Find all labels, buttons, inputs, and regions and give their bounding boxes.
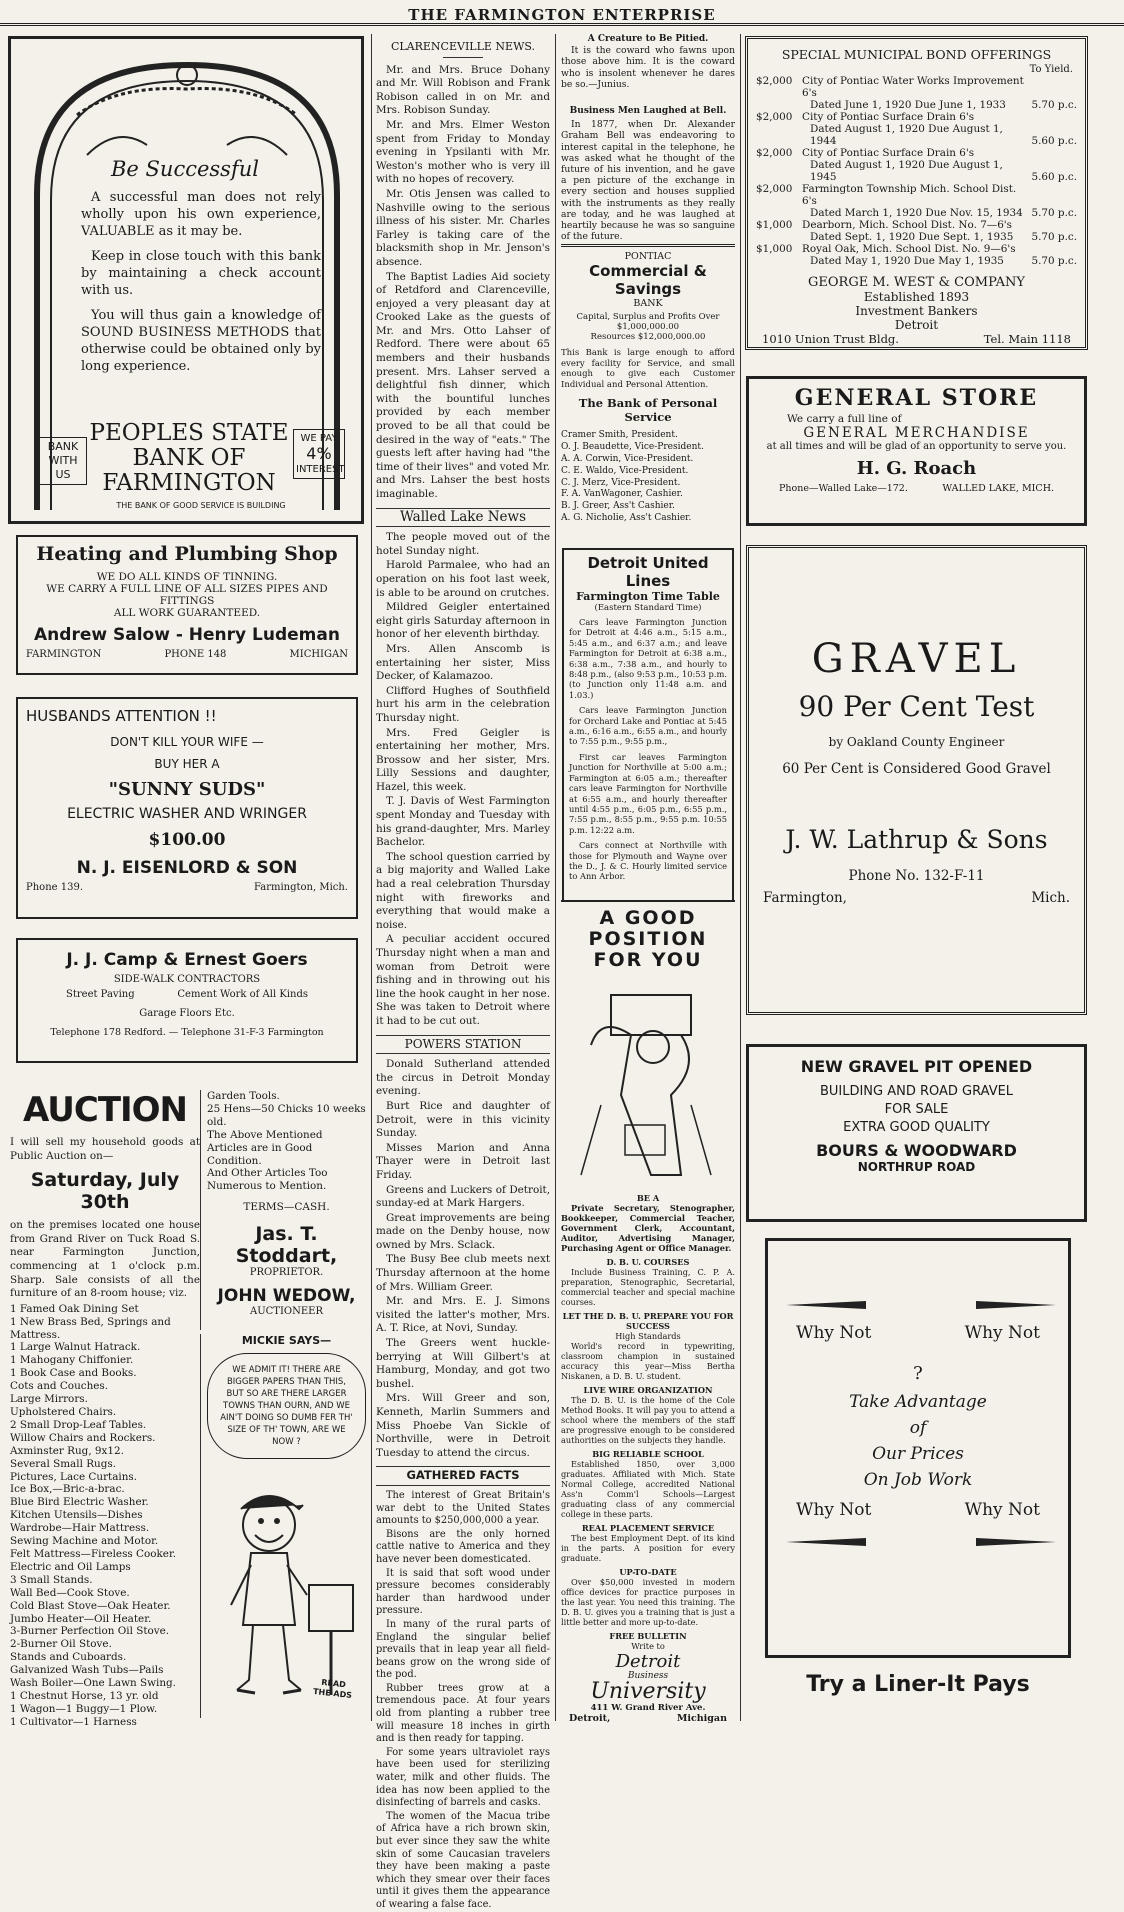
pontiac-title: Commercial & Savings <box>589 262 707 298</box>
roach-name: H. G. Roach <box>856 458 977 479</box>
bonds-investment: Investment Bankers <box>855 304 978 318</box>
bonds-firm: GEORGE M. WEST & COMPANY <box>808 275 1025 290</box>
camp-line: SIDE-WALK CONTRACTORS <box>113 974 261 985</box>
dbu-city: Detroit, <box>569 1713 611 1724</box>
camp-line: Telephone 178 Redford. — Telephone 31-F-3 Farmington <box>50 1027 324 1038</box>
mickie-cartoon <box>200 1334 366 1718</box>
bond-name: City of Pontiac Water Works Improvement 6's <box>802 75 1024 99</box>
auction-item: Ice Box,—Bric-a-brac. <box>10 1483 125 1496</box>
dbu-subhead: FREE BULLETIN <box>609 1631 687 1641</box>
dbu-para: Over $50,000 invested in modern office devices for practice purposes in the last year. You need this training. The D. B. U. gives you a training that is just a little better and more up-to-date. <box>561 1577 735 1627</box>
bank-para: You will thus gain a knowledge of SOUND BUSINESS METHODS that otherwise could be obtained only by long experience. <box>81 308 321 374</box>
why-not-text: Why Not <box>796 1323 872 1343</box>
pit-road: NORTHRUP ROAD <box>857 1160 976 1174</box>
bond-row <box>754 75 1079 111</box>
auction-item: Jumbo Heater—Oil Heater. <box>10 1612 152 1625</box>
auction-item: Electric and Oil Lamps <box>10 1560 131 1573</box>
bank-name-line3: FARMINGTON <box>102 470 276 496</box>
auction-item-list <box>207 1090 366 1193</box>
camp-ad <box>16 938 358 1063</box>
bell-head: Business Men Laughed at Bell. <box>569 106 727 116</box>
husbands-line: BUY HER A <box>154 757 220 771</box>
dbu-subhead: Write to <box>631 1641 665 1651</box>
dbu-subhead: LIVE WIRE ORGANIZATION <box>583 1385 713 1395</box>
bond-yield: 5.60 p.c. <box>1031 135 1077 147</box>
dul-timetable <box>562 548 734 902</box>
general-store-title: GENERAL STORE <box>794 385 1039 411</box>
we-pay-interest-badge: WE PAY 4% INTEREST <box>293 429 345 479</box>
auction-desc: on the premises located one house from Grand River on Tuck Road S. near Farmington Junction, commencing at 1 o'clock p.m. Sharp. Sale consists of all the furniture of an 8-room house; viz. <box>10 1219 200 1300</box>
auction-item: 2 Small Drop-Leaf Tables. <box>10 1418 147 1431</box>
bond-name: Royal Oak, Mich. School Dist. No. 9—6's <box>802 243 1016 255</box>
auction-item: 1 Cultivator—1 Harness <box>10 1715 137 1728</box>
general-phone: Phone—Walled Lake—172. <box>779 483 908 494</box>
fact-paragraph: For some years ultraviolet rays have been used for sterilizing water, milk and other fluids. The idea has now been applied to the disinfecting of barrels and casks. <box>376 1746 550 1809</box>
bond-yield: 5.70 p.c. <box>1031 255 1077 267</box>
gravel-good: 60 Per Cent is Considered Good Gravel <box>782 761 1051 777</box>
bank-officer: Cramer Smith, President. <box>561 430 678 441</box>
bond-row <box>754 147 1079 183</box>
gravel-state: Mich. <box>1031 890 1070 906</box>
cartoon-boy-icon <box>207 1465 365 1715</box>
auction-item: 1 Large Walnut Hatrack. <box>10 1341 141 1354</box>
why-not-text: Why Not <box>796 1500 872 1520</box>
dbu-title-line: POSITION <box>588 928 708 950</box>
bond-dates: Dated Sept. 1, 1920 Due Sept. 1, 1935 <box>810 231 1014 243</box>
news-paragraph: Mr. and Mrs. Bruce Dohany and Mr. Will Robison and Frank Robison called in on Mr. and Mrs. Robison Sunday. <box>376 63 550 117</box>
bank-officer: C. E. Waldo, Vice-President. <box>561 465 689 476</box>
fact-paragraph: In many of the rural parts of England the singular belief prevails that in leap year all field-beans grow on the wrong side of the pod. <box>376 1618 550 1681</box>
husbands-ad <box>16 697 358 919</box>
bank-with-us-badge: BANK WITH US <box>39 437 87 485</box>
auction-item: 1 Wagon—1 Buggy—1 Plow. <box>10 1702 158 1715</box>
pit-line: BUILDING AND ROAD GRAVEL <box>819 1084 1014 1099</box>
husbands-line: DON'T KILL YOUR WIFE — <box>110 735 264 749</box>
plumbing-ad <box>16 535 358 675</box>
gravel-phone: Phone No. 132-F-11 <box>848 868 985 884</box>
bond-yield: 5.70 p.c. <box>1031 207 1077 219</box>
auction-title: AUCTION <box>22 1090 188 1130</box>
auction-item: 1 New Brass Bed, Springs and Mattress. <box>10 1315 171 1341</box>
creature-item <box>561 34 735 90</box>
why-not-text: Why Not <box>964 1500 1040 1520</box>
bonds-established: Established 1893 <box>863 290 970 304</box>
mickie-title: MICKIE SAYS— <box>241 1334 332 1347</box>
pit-firm: BOURS & WOODWARD <box>816 1141 1017 1160</box>
clarenceville-head: CLARENCEVILLE NEWS. <box>390 40 536 53</box>
auction-terms: TERMS—CASH. <box>243 1201 330 1214</box>
dbu-subhead: LET THE D. B. U. PREPARE YOU FOR SUCCESS <box>562 1311 734 1331</box>
gravel-engineer: by Oakland County Engineer <box>828 735 1005 749</box>
dbu-signature: University <box>590 1679 706 1704</box>
auction-item: And Other Articles Too Numerous to Mention. <box>207 1167 328 1193</box>
bond-desc <box>800 111 1029 147</box>
powers-station-head: POWERS STATION <box>376 1035 550 1055</box>
bank-footer-slogan: THE BANK OF GOOD SERVICE IS BUILDING <box>116 501 286 510</box>
bank-officer: O. J. Beaudette, Vice-President. <box>561 442 704 453</box>
news-paragraph: The Baptist Ladies Aid society of Retdford and Clarenceville, enjoyed a very pleasant day at Crooked Lake as the guests of Mr. and Mrs. Otto Lahser of Redford. There were about 65 members and their husbands present. Mrs. Lahser served a delightful fish dinner, which with the bountiful lunches provided by each member proved to be all that could be desired in the way of "eats." The guests left after having had "the time of their lives" and voted Mr. and Mrs. Lahser the best hosts imaginable. <box>376 270 550 500</box>
news-paragraph: Greens and Luckers of Detroit, sunday-ed at Mark Hargers. <box>376 1183 550 1210</box>
bond-amount: $2,000 <box>756 147 793 159</box>
news-paragraph: The people moved out of the hotel Sunday night. <box>376 531 550 557</box>
sunny-suds-title: "SUNNY SUDS" <box>108 779 266 800</box>
decorative-rule-icon <box>786 1295 1056 1315</box>
gravel-pit-ad <box>746 1044 1087 1222</box>
general-line: at all times and will be glad of an opportunity to serve you. <box>766 441 1067 452</box>
question-mark: ? <box>913 1363 923 1384</box>
auction-ad-cont <box>200 1090 366 1330</box>
auction-item: 25 Hens—50 Chicks 10 weeks old. <box>207 1102 366 1128</box>
auction-item: Sewing Machine and Motor. <box>10 1535 159 1548</box>
auction-item: Kitchen Utensils—Dishes <box>10 1509 143 1522</box>
bank-para: A successful man does not rely wholly upon his own experience, VALUABLE as it may be. <box>81 190 321 239</box>
dbu-state: Michigan <box>676 1713 727 1724</box>
camp-title: J. J. Camp & Ernest Goers <box>66 950 308 970</box>
gravel-test: 90 Per Cent Test <box>798 690 1035 723</box>
dbu-subhead: UP-TO-DATE <box>619 1567 677 1577</box>
dbu-para: The D. B. U. is the home of the Cole Method Books. It will pay you to attend a school where the members of the staff are progressive enough to be considered authorities on the subjects they handle. <box>561 1395 735 1445</box>
bonds-title: SPECIAL MUNICIPAL BOND OFFERINGS <box>781 47 1052 62</box>
bond-dates: Dated August 1, 1920 Due August 1, 1944 <box>810 123 1003 147</box>
general-town: WALLED LAKE, MICH. <box>942 483 1054 494</box>
bond-amount: $1,000 <box>756 243 793 255</box>
auction-item: The Above Mentioned Articles are in Good Condition. <box>207 1128 323 1167</box>
pit-title: NEW GRAVEL PIT OPENED <box>800 1057 1033 1076</box>
dbu-para: Established 1850, over 3,000 graduates. Affiliated with Mich. State Normal College, accredited National Ass'n Comm'l Schools—Largest graduating class of any commercial college in these parts. <box>561 1459 735 1519</box>
auction-item: Felt Mattress—Fireless Cooker. <box>10 1547 177 1560</box>
bond-desc <box>800 219 1029 243</box>
mickie-bubble-text: WE ADMIT IT! THERE ARE BIGGER PAPERS THAN THIS, BUT SO ARE THERE LARGER TOWNS THAN OURN, AND WE AIN'T DOING SO DUMB FER TH' SIZE OF TH' TOWN, ARE WE NOW ? <box>220 1365 353 1447</box>
dbu-subhead: D. B. U. COURSES <box>606 1257 690 1267</box>
plumbing-line: ALL WORK GUARANTEED. <box>113 607 261 619</box>
decorative-rule-icon <box>786 1532 1056 1552</box>
auction-item: Axminster Rug, 9x12. <box>10 1444 124 1457</box>
dbu-subhead: High Standards <box>615 1331 681 1341</box>
dbu-para: The best Employment Dept. of its kind in the parts. A position for every graduate. <box>561 1533 735 1563</box>
auction-ad <box>10 1090 200 1728</box>
news-paragraph: Donald Sutherland attended the circus in Detroit Monday evening. <box>376 1058 550 1098</box>
auction-item: 3-Burner Perfection Oil Stove. <box>10 1625 170 1638</box>
plumbing-phone: PHONE 148 <box>164 649 227 660</box>
dul-para: Cars connect at Northville with those for Plymouth and Wayne over the D., J. & C. Hourly limited service to Ann Arbor. <box>569 840 727 882</box>
bond-row <box>754 219 1079 243</box>
bond-name: Farmington Township Mich. School Dist. 6's <box>802 183 1017 207</box>
bond-name: City of Pontiac Surface Drain 6's <box>802 111 975 123</box>
news-paragraph: The school question carried by a big majority and Walled Lake had a real celebration Thursday night with fireworks and everything that would make a noise. <box>376 850 550 931</box>
auction-item: 1 Mahogany Chiffonier. <box>10 1354 134 1367</box>
auction-date: Saturday, July 30th <box>30 1169 180 1214</box>
news-paragraph: Mr. Otis Jensen was called to Nashville owing to the serious illness of his sister. Mr. Charles Farley is taking care of the blacksmith shop in Mr. Jenson's absence. <box>376 187 550 268</box>
bond-desc <box>800 75 1029 111</box>
auction-item: Large Mirrors. <box>10 1393 88 1406</box>
dul-subtitle: Farmington Time Table <box>576 590 720 603</box>
bank-officer: A. G. Nicholie, Ass't Cashier. <box>561 512 692 523</box>
auction-item: Upholstered Chairs. <box>10 1406 117 1418</box>
auction-item: Blue Bird Electric Washer. <box>10 1496 149 1509</box>
dul-title: Detroit United Lines <box>587 554 709 590</box>
dbu-ad <box>561 900 735 1724</box>
auction-item: Several Small Rugs. <box>10 1457 116 1470</box>
gathered-facts-head: GATHERED FACTS <box>376 1466 550 1486</box>
bond-amount: $2,000 <box>756 75 793 87</box>
plumbing-names: Andrew Salow - Henry Ludeman <box>34 625 340 645</box>
creature-head: A Creature to Be Pitied. <box>587 34 709 44</box>
liner-slogan: Try a Liner-It Pays <box>806 1672 1030 1697</box>
bond-name: City of Pontiac Surface Drain 6's <box>802 147 975 159</box>
bond-dates: Dated August 1, 1920 Due August 1, 1945 <box>810 159 1003 183</box>
general-merchandise: GENERAL MERCHANDISE <box>803 425 1030 441</box>
news-paragraph: Mrs. Allen Anscomb is entertaining her sister, Miss Decker, of Kalamazoo. <box>376 642 550 683</box>
bond-dates: Dated June 1, 1920 Due June 1, 1933 <box>810 99 1006 111</box>
bond-table <box>754 75 1079 267</box>
bank-officer: F. A. VanWagoner, Cashier. <box>561 489 683 500</box>
news-paragraph: Great improvements are being made on the Denby house, now owned by Mrs. Sclack. <box>376 1211 550 1251</box>
pontiac-capital-amt: $1,000,000.00 <box>616 322 680 332</box>
fact-paragraph: Rubber trees grow at a tremendous pace. At four years old from planting a rubber tree will measure 18 inches in girth and is then ready for tapping. <box>376 1682 550 1745</box>
eisenlord-firm: N. J. EISENLORD & SON <box>76 858 298 878</box>
husbands-title: HUSBANDS ATTENTION !! <box>26 707 217 725</box>
news-paragraph: The Greers went huckle-berrying at Will Gilbert's at Hamburg, Monday, and got two bushel. <box>376 1337 550 1390</box>
pontiac-capital: Capital, Surplus and Profits Over <box>576 312 720 322</box>
news-paragraph: Mr. and Mrs. E. J. Simons visited the latter's mother, Mrs. A. T. Rice, at Novi, Sunday. <box>376 1295 550 1335</box>
dbu-signature: Detroit <box>615 1651 681 1672</box>
pontiac-desc: This Bank is large enough to afford every facility for Service, and small enough to give each Customer Individual and Personal Attention. <box>561 348 735 390</box>
news-paragraph: Mr. and Mrs. Elmer Weston spent from Friday to Monday evening in Ypsilanti with Mr. Weston's mother who is very ill with no hopes of recovery. <box>376 118 550 186</box>
auction-item: Cots and Couches. <box>10 1380 109 1393</box>
dul-para: First car leaves Farmington Junction for Northville at 5:00 a.m.; Farmington at 6:05 a.m.; thereafter cars leave Farmington for Northville at 6:55 a.m., and hourly thereafter until 4:55 p.m., 6:05 p.m., 6:55 p.m., 7:55 p.m., 8:55 p.m., 9:55 p.m. 10:55 p.m. 12:22 a.m. <box>569 751 727 835</box>
bank-para: Keep in close touch with this bank by maintaining a check account with us. <box>81 249 321 298</box>
auction-item: Willow Chairs and Rockers. <box>10 1431 156 1444</box>
bond-desc <box>800 183 1029 219</box>
bond-row <box>754 243 1079 267</box>
peoples-bank-ad <box>8 36 364 524</box>
gravel-town: Farmington, <box>763 890 847 906</box>
plumbing-line: WE DO ALL KINDS OF TINNING. <box>96 571 278 583</box>
bank-name-line2: BANK OF <box>132 445 246 471</box>
bell-item <box>561 106 735 243</box>
pontiac-resources: Resources $12,000,000.00 <box>590 332 706 342</box>
dul-para: Cars leave Farmington Junction for Orchard Lake and Pontiac at 5:45 a.m., 6:16 a.m., 6:55 a.m., and hourly to 7:55 p.m., 9:55 p.m., <box>569 705 727 747</box>
general-store-ad <box>746 376 1087 526</box>
auction-owner-role: PROPRIETOR. <box>249 1267 324 1279</box>
pontiac-bank-ad <box>561 244 735 534</box>
bond-desc <box>800 243 1029 267</box>
bell-text: In 1877, when Dr. Alexander Graham Bell was endeavoring to interest capital in the telephone, he was asked what he thought of the future of his invention, and he gave a pen picture of the exchange in every section and houses supplied with the instruments as they really are today, and he was laughed at heartily because he was so sanguine of the future. <box>561 119 735 243</box>
general-line: We carry a full line of <box>787 413 902 425</box>
auction-intro: I will sell my household goods at Public Auction on— <box>10 1136 200 1162</box>
bonds-city: Detroit <box>894 318 939 332</box>
dul-para: Cars leave Farmington Junction for Detroit at 4:46 a.m., 5:15 a.m., 5:45 a.m., and 6:37 a.m.; and leave Farmington for Detroit at 6:38 a.m., 6:38 a.m., 7:38 a.m., and hourly to 8:48 p.m., (also 9:53 p.m., 10:53 p.m. (to Junction only 11:48 a.m. and 1.03.) <box>569 617 727 700</box>
bond-amount: $2,000 <box>756 183 793 195</box>
dul-std: (Eastern Standard Time) <box>594 603 702 613</box>
pontiac-motto: The Bank of Personal Service <box>578 396 718 425</box>
news-paragraph: T. J. Davis of West Farmington spent Monday and Tuesday with his grand-daughter, Mrs. Marley Bachelor. <box>376 795 550 849</box>
news-paragraph: Mrs. Fred Geigler is entertaining her mother, Mrs. Brossow and her sister, Mrs. Lilly Sessions and daughter, Hazel, this week. <box>376 726 550 793</box>
bond-name: Dearborn, Mich. School Dist. No. 7—6's <box>802 219 1012 231</box>
dbu-para: Include Business Training, C. P. A. preparation, Stenographic, Secretarial, commercial teacher and special machine courses. <box>561 1267 735 1307</box>
bank-name-line1: PEOPLES STATE <box>89 420 289 446</box>
bank-officer: C. J. Merz, Vice-President. <box>561 477 681 488</box>
plumbing-state: MICHIGAN <box>289 649 348 660</box>
read-the-ads-sign: READ THE ADS <box>312 1677 353 1700</box>
job-work-ad <box>765 1238 1071 1658</box>
job-line: Our Prices <box>872 1444 964 1464</box>
news-paragraph: Harold Parmalee, who had an operation on his foot last week, is able to be around on crutches. <box>376 559 550 599</box>
bond-row <box>754 111 1079 147</box>
gravel-ad <box>746 545 1087 1015</box>
bond-amount: $1,000 <box>756 219 793 231</box>
bond-yield: 5.60 p.c. <box>1031 171 1077 183</box>
dbu-address: 411 W. Grand River Ave. <box>590 1703 706 1713</box>
auction-item: Pictures, Lace Curtains. <box>10 1470 138 1483</box>
auction-item: Cold Blast Stove—Oak Heater. <box>10 1599 171 1612</box>
creature-text: It is the coward who fawns upon those above him. It is the coward who is insolent whenever he dares be so.—Junius. <box>561 45 735 90</box>
husbands-line: ELECTRIC WASHER AND WRINGER <box>67 806 307 822</box>
plumbing-line: WE CARRY A FULL LINE OF ALL SIZES PIPES AND FITTINGS <box>46 583 328 607</box>
lathrup-firm: J. W. Lathrup & Sons <box>785 825 1048 854</box>
auction-item: 1 Book Case and Books. <box>10 1367 137 1380</box>
bond-row <box>754 183 1079 219</box>
job-line: Take Advantage <box>849 1392 987 1412</box>
auction-item-list <box>10 1303 200 1729</box>
bonds-tel: Tel. Main 1118 <box>983 332 1071 346</box>
bond-yield: 5.70 p.c. <box>1031 99 1077 111</box>
news-paragraph: Mrs. Will Greer and son, Kenneth, Marlin Summers and Miss Phoebe Van Sickle of Northville, were in Detroit Tuesday to attend the circus. <box>376 1392 550 1459</box>
pit-line: EXTRA GOOD QUALITY <box>843 1120 990 1135</box>
dbu-title-line: A GOOD <box>599 907 697 929</box>
auction-item: 1 Famed Oak Dining Set <box>10 1302 139 1315</box>
auction-item: 3 Small Stands. <box>10 1573 93 1586</box>
dbu-title-line: FOR YOU <box>593 949 703 971</box>
bond-amount: $2,000 <box>756 111 793 123</box>
bonds-address: 1010 Union Trust Bldg. <box>762 332 899 346</box>
bond-dates: Dated May 1, 1920 Due May 1, 1935 <box>810 255 1004 267</box>
job-line: of <box>909 1418 927 1438</box>
fact-paragraph: Bisons are the only horned cattle native to America and they have never been domesticated. <box>376 1528 550 1565</box>
fact-paragraph: The interest of Great Britain's war debt to the United States amounts to $250,000,000 a year. <box>376 1489 550 1527</box>
bank-officer: A. A. Corwin, Vice-President. <box>561 453 694 464</box>
dbu-be: BE A <box>636 1193 660 1203</box>
masthead: THE FARMINGTON ENTERPRISE <box>0 0 1124 26</box>
auction-owner: Jas. T. Stoddart, <box>235 1223 338 1268</box>
plumbing-title: Heating and Plumbing Shop <box>36 543 338 565</box>
news-column <box>376 36 550 1910</box>
husbands-town: Farmington, Mich. <box>253 882 348 893</box>
auction-item: Wash Boiler—One Lawn Swing. <box>10 1677 176 1690</box>
husbands-price: $100.00 <box>148 830 226 850</box>
auction-item: Galvanized Wash Tubs—Pails <box>10 1664 164 1677</box>
dbu-para: Private Secretary, Stenographer, Bookkeeper, Commercial Teacher, Government Clerk, Accountant, Auditor, Advertising Manager, Purchasing Agent or Office Manager. <box>561 1203 735 1253</box>
plumbing-town: FARMINGTON <box>26 649 102 660</box>
husbands-phone: Phone 139. <box>26 882 83 893</box>
be-successful-headline: Be Successful <box>111 157 259 181</box>
news-paragraph: The Busy Bee club meets next Thursday afternoon at the home of Mrs. William Greer. <box>376 1253 550 1293</box>
job-line: On Job Work <box>863 1470 973 1490</box>
auction-item: 2-Burner Oil Stove. <box>10 1638 112 1651</box>
bonds-yield-label: To Yield. <box>1029 64 1073 75</box>
auction-item: 1 Chestnut Horse, 13 yr. old <box>10 1689 159 1702</box>
bond-desc <box>800 147 1029 183</box>
auction-item: Wall Bed—Cook Stove. <box>10 1586 130 1599</box>
bank-officer: B. J. Greer, Ass't Cashier. <box>561 501 675 512</box>
walled-lake-head: Walled Lake News <box>376 508 550 528</box>
dbu-subhead: BIG RELIABLE SCHOOL <box>592 1449 704 1459</box>
camp-line: Street Paving <box>66 989 135 1000</box>
news-paragraph: Clifford Hughes of Southfield hurt his arm in the celebration Thursday night. <box>376 684 550 724</box>
dbu-para: World's record in typewriting, classroom champion in sustained accuracy this year—Miss Bertha Niskanen, a D. B. U. student. <box>561 1341 735 1381</box>
news-paragraph: Misses Marion and Anna Thayer were in Detroit last Friday. <box>376 1141 550 1181</box>
news-paragraph: Burt Rice and daughter of Detroit, were in this vicinity Sunday. <box>376 1099 550 1140</box>
auctioneer-name: JOHN WEDOW, <box>217 1286 356 1307</box>
news-paragraph: Mildred Geigler entertained eight girls Saturday afternoon in honor of her eleventh birthday. <box>376 601 550 641</box>
why-not-text: Why Not <box>964 1323 1040 1343</box>
business-woman-illustration-icon <box>561 975 731 1185</box>
camp-line: Garage Floors Etc. <box>139 1008 235 1019</box>
pit-line: FOR SALE <box>884 1102 949 1117</box>
bond-yield: 5.70 p.c. <box>1031 231 1077 243</box>
fact-paragraph: It is said that soft wood under pressure becomes considerably harder than hardwood under pressure. <box>376 1567 550 1617</box>
camp-line: Cement Work of All Kinds <box>177 989 308 1000</box>
pontiac-small: PONTIAC <box>624 251 672 262</box>
bond-offerings-ad <box>745 36 1088 350</box>
auction-item: Stands and Cuboards. <box>10 1651 127 1664</box>
auction-item: Garden Tools. <box>207 1090 280 1102</box>
dbu-signature: Business <box>627 1671 669 1681</box>
bond-dates: Dated March 1, 1920 Due Nov. 15, 1934 <box>810 207 1023 219</box>
news-paragraph: A peculiar accident occured Thursday night when a man and woman from Detroit were fishing and in throwing out his line the hook caught in her nose. She was taken to Detroit where it had to be cut out. <box>376 933 550 1027</box>
fact-paragraph: The women of the Macua tribe of Africa have a rich brown skin, but ever since they saw the white skin of some Caucasian travelers they have been making a paste which they smear over their faces until it gives them the appearance of wearing a false face. <box>376 1810 550 1910</box>
auctioneer-role: AUCTIONEER <box>250 1306 323 1318</box>
auction-item: Wardrobe—Hair Mattress. <box>10 1522 150 1535</box>
gravel-title: GRAVEL <box>811 636 1022 682</box>
dbu-subhead: REAL PLACEMENT SERVICE <box>581 1523 715 1533</box>
pontiac-bank-word: BANK <box>633 298 663 309</box>
mickie-speech-bubble <box>207 1353 366 1459</box>
